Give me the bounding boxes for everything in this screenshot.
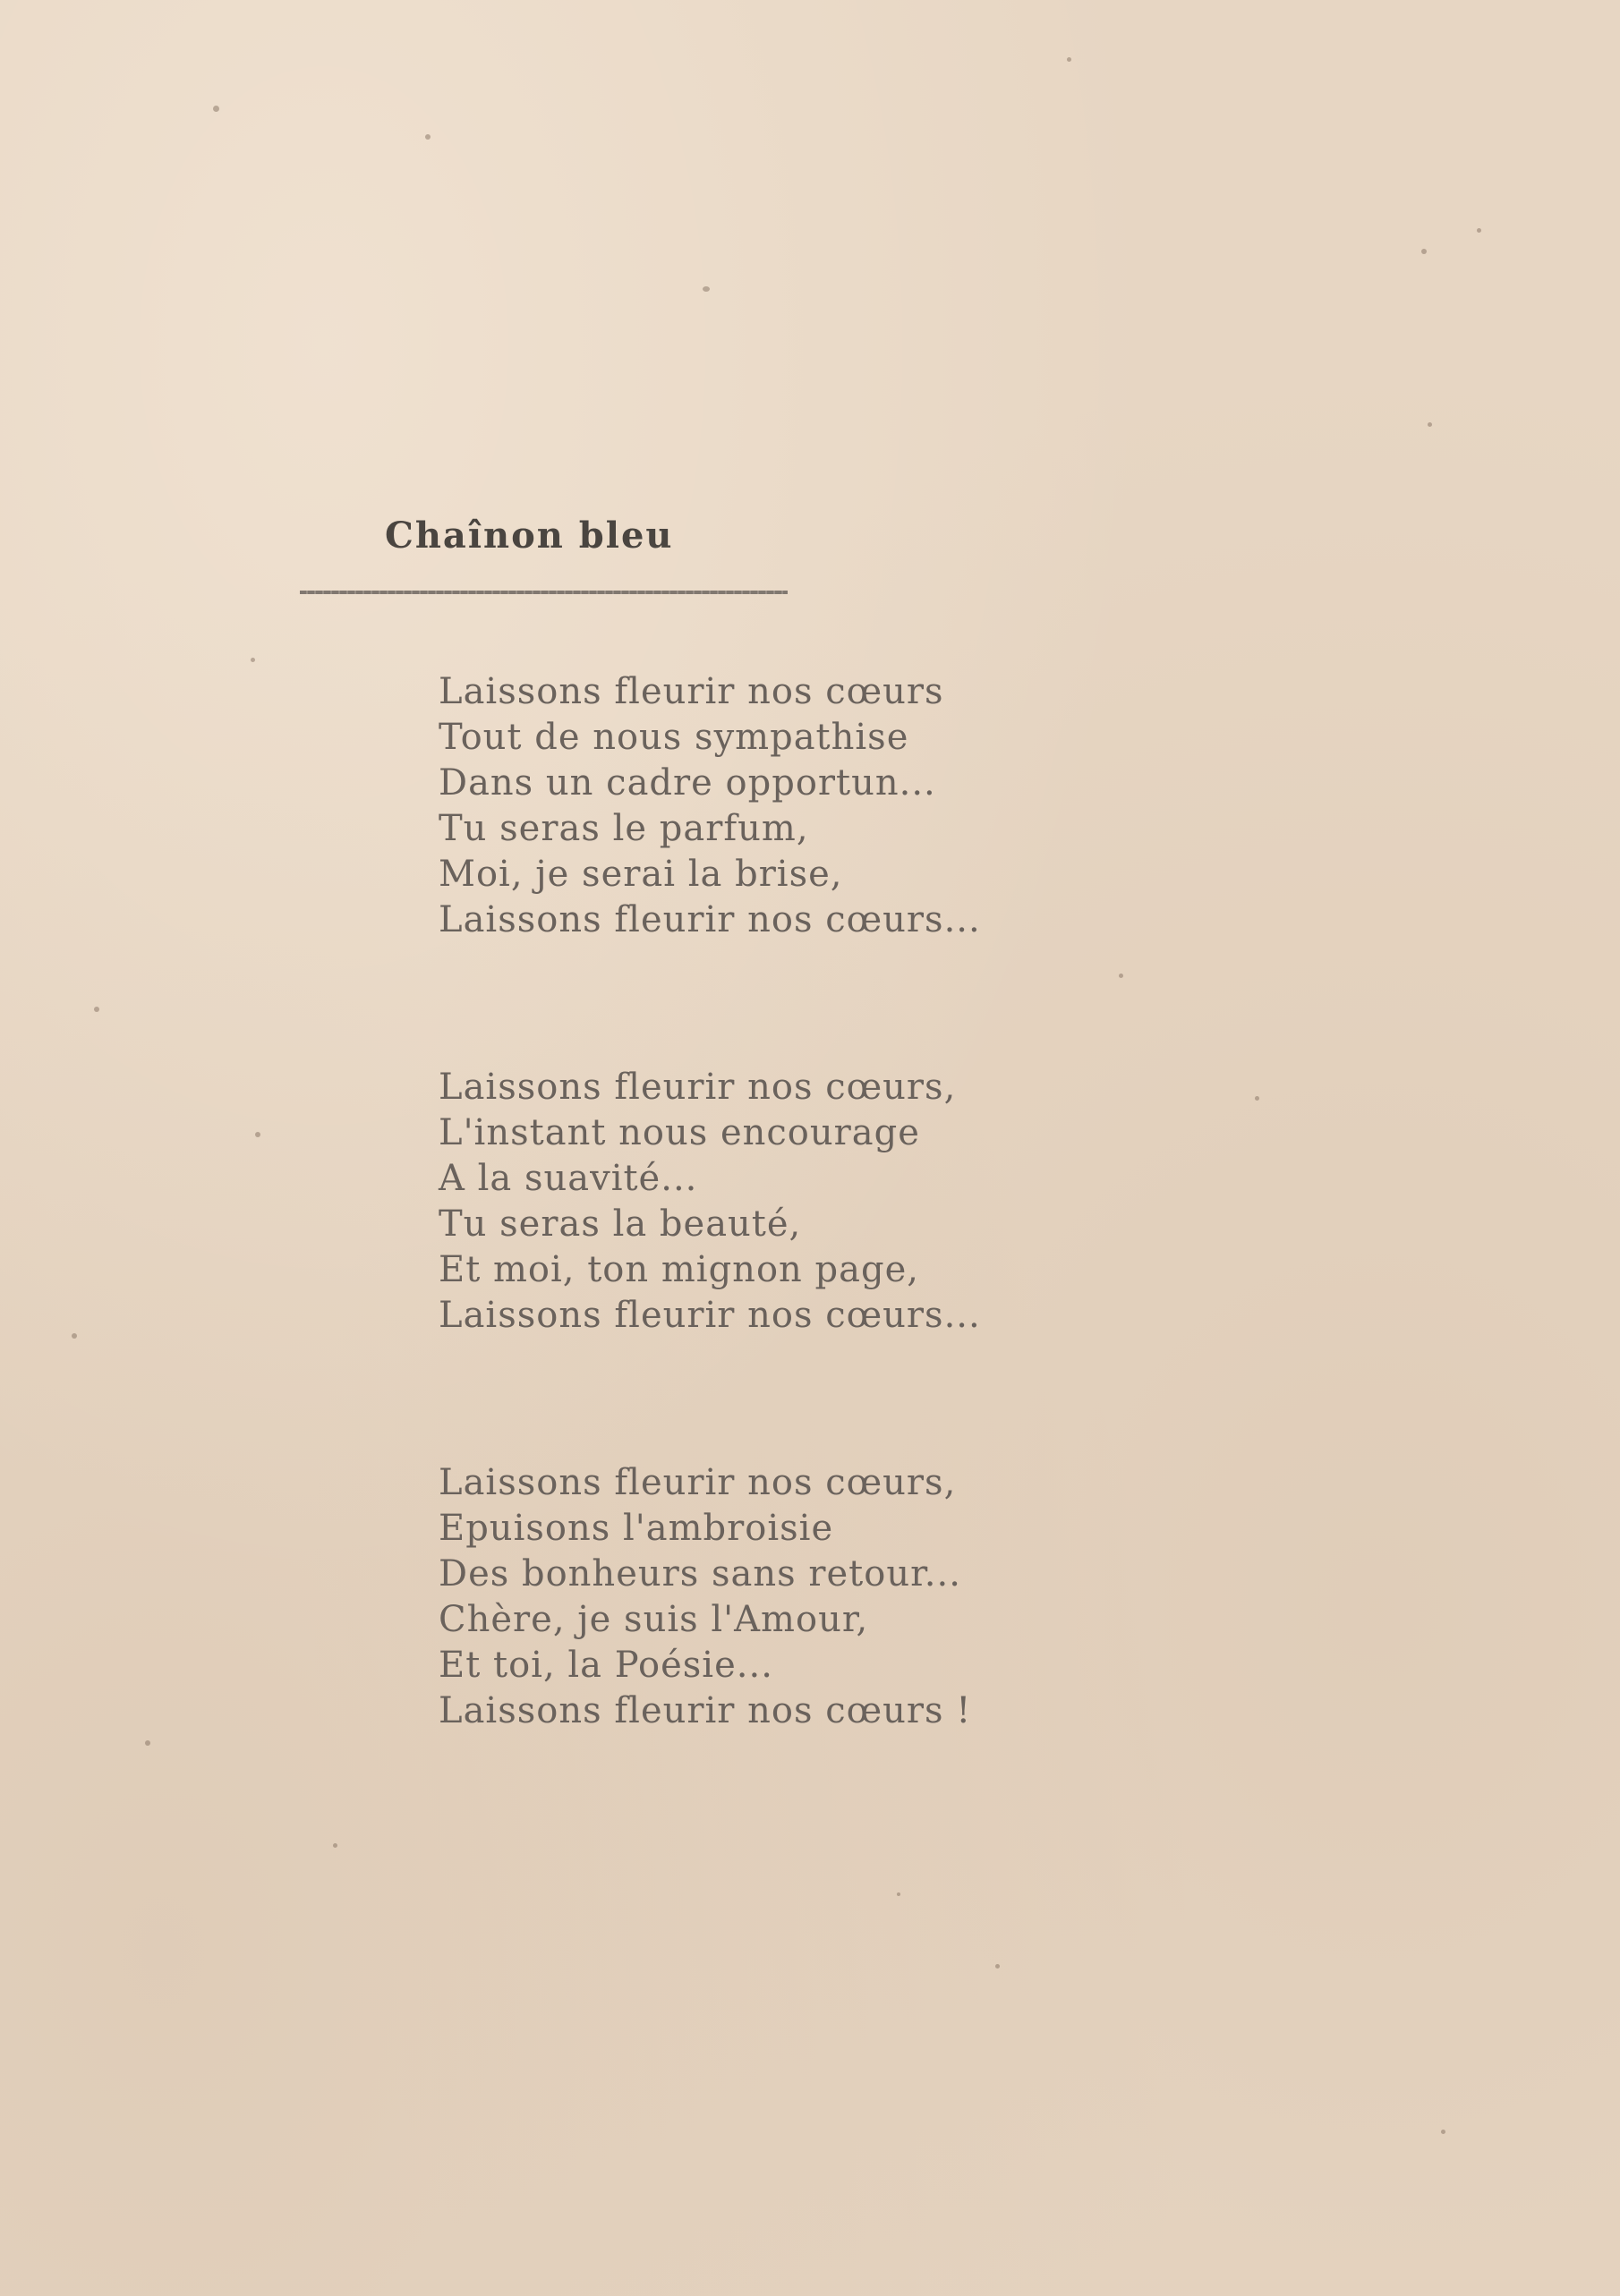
stanza-1 [439,669,981,943]
verse-line: Epuisons l'ambroisie [439,1508,834,1549]
title-underline-rule [300,591,788,594]
verse-line: Laissons fleurir nos cœurs, [439,1462,957,1503]
paper-speck [255,1132,260,1137]
verse-line: Laissons fleurir nos cœurs... [439,1295,981,1336]
verse-line: A la suavité... [439,1158,698,1199]
paper-speck [897,1892,900,1896]
verse-line: Laissons fleurir nos cœurs ! [439,1690,972,1731]
paper-speck [1421,249,1427,254]
stanza-3 [439,1460,971,1734]
paper-speck [333,1843,337,1848]
paper-speck [425,134,431,140]
verse-line: Laissons fleurir nos cœurs [439,671,944,712]
verse-line: Laissons fleurir nos cœurs... [439,899,981,940]
verse-line: Des bonheurs sans retour... [439,1553,961,1594]
paper-speck [213,106,219,112]
verse-line: Tu seras le parfum, [439,808,809,849]
paper-speck [1441,2130,1445,2134]
paper-speck [251,658,255,662]
verse-line: Tu seras la beauté, [439,1203,802,1245]
paper-speck [1255,1096,1259,1101]
verse-line: Moi, je serai la brise, [439,854,843,895]
paper-speck [1428,422,1432,427]
verse-line: Laissons fleurir nos cœurs, [439,1067,957,1108]
stanza-2 [439,1065,981,1339]
paper-speck [703,286,710,292]
paper-speck [94,1007,99,1012]
poem-title: Chaînon bleu [385,514,674,557]
verse-line: Dans un cadre opportun... [439,762,936,804]
verse-line: Chère, je suis l'Amour, [439,1599,869,1640]
paper-speck [995,1964,1000,1969]
verse-line: Et moi, ton mignon page, [439,1249,919,1290]
paper-speck [145,1740,150,1746]
verse-line: Tout de nous sympathise [439,717,909,758]
paper-speck [1119,974,1123,978]
paper-speck [1067,57,1071,62]
verse-line: L'instant nous encourage [439,1112,920,1153]
paper-speck [72,1333,77,1339]
verse-line: Et toi, la Poésie... [439,1645,773,1686]
paper-speck [1477,228,1481,233]
